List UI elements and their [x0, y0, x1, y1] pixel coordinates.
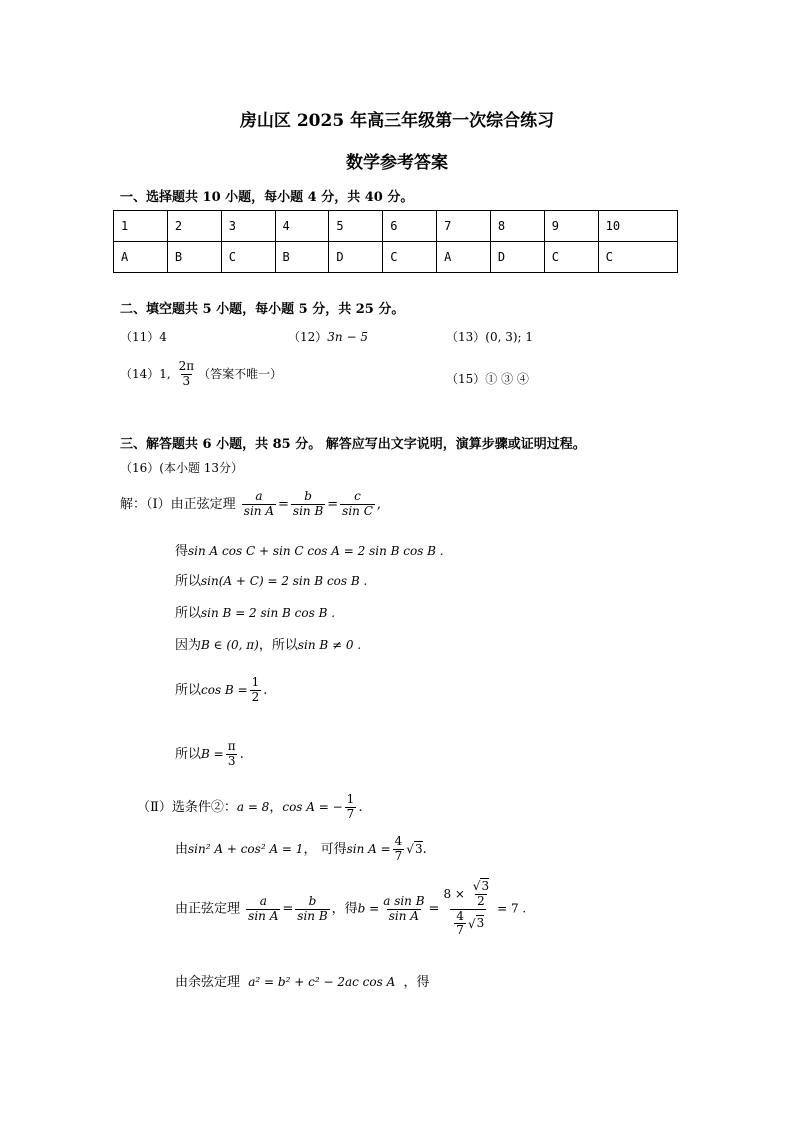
answer-note: （答案不唯一） [198, 366, 283, 381]
table-cell: 1 [114, 211, 168, 242]
fraction [246, 895, 280, 924]
question-label: （14） [120, 366, 160, 381]
punct: , [376, 496, 382, 512]
table-cell: 5 [329, 211, 383, 242]
punct: ， [269, 799, 283, 815]
answer-value: 3n − 5 [327, 330, 368, 344]
table-cell: C [544, 242, 598, 273]
punct: . [239, 746, 244, 762]
denominator: sin A [243, 503, 274, 518]
table-row-numbers [114, 211, 678, 242]
math-expr: sin A = [346, 841, 391, 856]
solution-line-4 [175, 634, 361, 653]
numerator [441, 880, 495, 909]
table-cell: 10 [598, 211, 677, 242]
line-prefix: 所以 [175, 682, 202, 698]
math-expr: = 7 . [497, 901, 527, 916]
line-connector: ， 可得 [303, 841, 347, 857]
math-expr: sin(A + C) = 2 sin B cos B . [201, 574, 368, 588]
table-cell: C [383, 242, 437, 273]
answer-value: 4 [159, 330, 167, 344]
math-expr: sin² A + cos² A = 1 [188, 841, 304, 856]
denominator: sin C [342, 503, 373, 518]
table-cell: 8 [490, 211, 544, 242]
part2-condition [137, 793, 362, 822]
answer-q15 [446, 370, 529, 387]
denominator: 2 [251, 689, 260, 704]
solution-line-sine-law: 解：（Ⅰ）由正弦定理 $\frac{a}{\text{sin A}}$ = $\frac{b}{\text{sin B}}$ = $\frac{c}{\text{sin C}}$ , [120, 489, 382, 518]
denominator: 7 [394, 848, 403, 863]
punct: . [422, 841, 427, 857]
fraction [250, 676, 262, 705]
fraction [454, 910, 466, 939]
table-cell: D [329, 242, 383, 273]
numerator: a [255, 489, 263, 503]
table-cell: A [114, 242, 168, 273]
fraction [177, 360, 197, 389]
table-cell: 7 [437, 211, 491, 242]
fraction [345, 793, 357, 822]
table-cell: 3 [221, 211, 275, 242]
denominator: sin A [388, 908, 419, 923]
line-prefix: 所以 [175, 574, 202, 589]
fraction [226, 740, 238, 769]
fraction [381, 895, 426, 924]
question-label: （15） [446, 372, 486, 386]
math-expr: cos A = − [282, 799, 343, 814]
table-cell: A [437, 242, 491, 273]
answer-table [113, 210, 678, 273]
numerator: 4 [456, 908, 464, 923]
numerator: 4 [394, 834, 403, 848]
line-connector: ，所以 [258, 638, 298, 653]
line-connector: ，得 [331, 901, 358, 917]
radicand: 3 [481, 879, 490, 893]
denominator: 3 [227, 753, 236, 768]
solution-line-5 [175, 676, 267, 705]
numerator: 1 [346, 792, 355, 806]
numerator: a sin B [383, 893, 425, 908]
solution-line-3 [175, 602, 335, 621]
numerator: b [304, 489, 312, 503]
solution-line-6 [175, 740, 244, 769]
question-label: （11） [120, 330, 160, 344]
numerator: b [308, 893, 317, 908]
fraction [295, 895, 329, 924]
math-expr: sin B = 2 sin B cos B . [201, 606, 336, 620]
math-expr: cos B = [201, 682, 248, 697]
numerator: 1 [251, 675, 260, 689]
answer-q13 [446, 328, 533, 345]
numerator: a [259, 893, 267, 908]
solution-line-2 [175, 570, 367, 589]
math-expr: 8 × [443, 886, 465, 901]
table-cell: C [598, 242, 677, 273]
question-label: （13） [446, 330, 486, 344]
fraction [340, 490, 375, 519]
table-cell: 6 [383, 211, 437, 242]
denominator: 7 [456, 923, 464, 938]
fraction [393, 835, 405, 864]
answer-value: 1, [159, 366, 171, 381]
answer-q11 [120, 328, 167, 345]
numerator: 2π [178, 359, 195, 373]
table-cell: B [275, 242, 329, 273]
sqrt-expr: √3 [406, 841, 423, 856]
numerator: c [354, 489, 361, 503]
answer-value: (0, 3); 1 [485, 330, 534, 344]
answer-value: ① ③ ④ [485, 372, 529, 386]
radicand: 3 [476, 916, 485, 931]
page-subtitle: 数学参考答案 [346, 153, 448, 173]
line-prefix: 所以 [175, 606, 202, 621]
math-expr: sin B ≠ 0 . [297, 638, 362, 652]
fraction [291, 490, 325, 519]
radicand: 3 [414, 841, 423, 856]
denominator: 3 [182, 373, 191, 388]
punct: . [358, 799, 363, 815]
line-prefix: 由 [175, 841, 189, 857]
part2-line-1 [175, 835, 427, 864]
line-prefix: 由余弦定理 [175, 975, 241, 990]
solution-lead: 解：（Ⅰ）由正弦定理 [120, 496, 236, 512]
table-cell: 4 [275, 211, 329, 242]
table-cell: 9 [544, 211, 598, 242]
math-expr: b = [357, 901, 380, 916]
math-expr: a² = b² + c² − 2ac cos A [248, 975, 396, 989]
section2-heading: 二、填空题共 5 小题，每小题 5 分，共 25 分。 [120, 302, 405, 317]
solution-line-1 [175, 540, 444, 559]
line-prefix: 因为 [175, 638, 202, 653]
section3-heading: 三、解答题共 6 小题，共 85 分。 解答应写出文字说明，演算步骤或证明过程。 [120, 437, 586, 452]
punct: . [263, 682, 268, 698]
denominator: 7 [346, 806, 355, 821]
denominator: sin B [297, 908, 328, 923]
numerator: π [227, 739, 236, 753]
denominator: sin B [292, 503, 324, 518]
question-16-label: （16）(本小题 13分） [120, 461, 244, 475]
table-row-answers [114, 242, 678, 273]
denominator: $\frac{4}{7}$ √3 [450, 909, 486, 939]
denominator: sin A [248, 908, 279, 923]
solution-lead: （Ⅱ）选条件②： [137, 799, 237, 815]
math-expr: sin A cos C + sin C cos A = 2 sin B cos B . [188, 544, 444, 558]
line-prefix: 所以 [175, 746, 202, 762]
answer-q12 [288, 328, 368, 345]
compound-fraction [441, 880, 495, 938]
line-prefix: 得 [175, 544, 189, 559]
page-title: 房山区 2025 年高三年级第一次综合练习 [239, 111, 555, 131]
line-connector: ，得 [403, 975, 430, 990]
table-cell: B [167, 242, 221, 273]
numerator: √3 [472, 879, 490, 893]
table-cell: 2 [167, 211, 221, 242]
question-label: （12） [288, 330, 328, 344]
math-expr: B ∈ (0, π) [201, 638, 259, 652]
table-cell: D [490, 242, 544, 273]
math-expr: B = [201, 746, 224, 761]
answer-q14 [120, 360, 282, 389]
part2-line-3 [175, 971, 430, 990]
table-cell: C [221, 242, 275, 273]
fraction [471, 880, 491, 909]
math-expr: a = 8 [236, 799, 270, 814]
part2-line-2: 由正弦定理 $\frac{a}{\text{sin A}}$ = $\frac{b}{\text{sin B}}$ ，得b = $\frac{\text{a sin B}}{\text{sin A}}$ = 8 × $\frac{√3}{2}$ $\frac{4}{7}$ √3 = 7 . [175, 879, 527, 938]
section1-heading: 一、选择题共 10 小题，每小题 4 分，共 40 分。 [120, 190, 414, 205]
denominator: 2 [477, 893, 485, 908]
line-prefix: 由正弦定理 [175, 901, 241, 917]
fraction [242, 490, 276, 519]
